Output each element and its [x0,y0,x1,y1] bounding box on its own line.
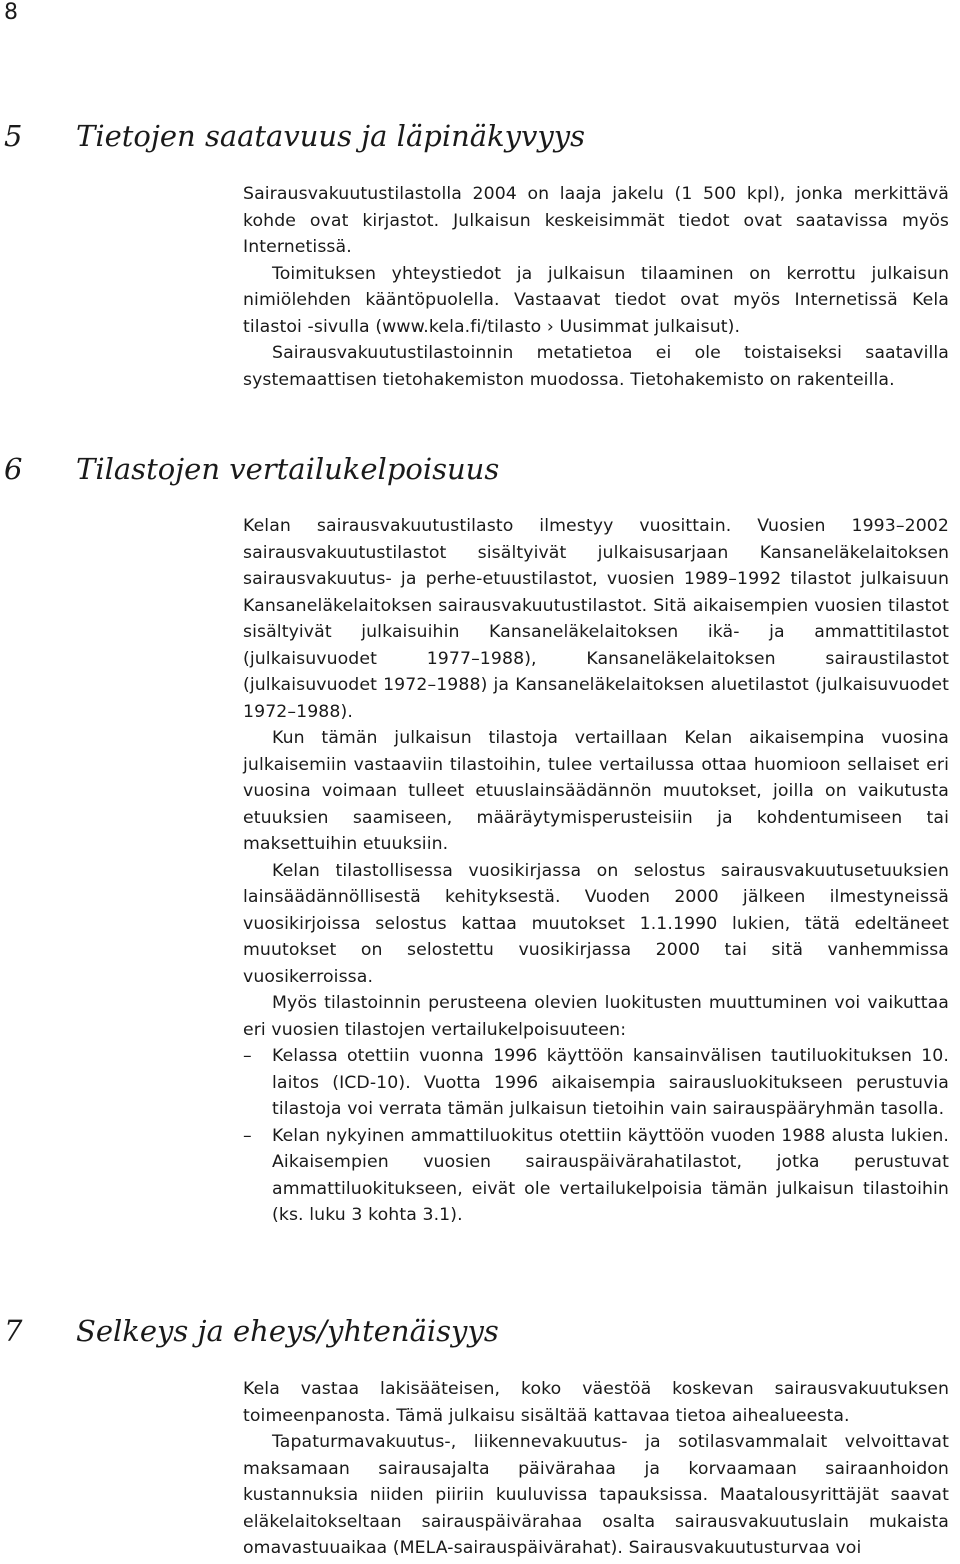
section-7-heading [4,1314,499,1348]
section-number: 5 [4,119,23,153]
paragraph: Sairausvakuutustilastoinnin metatietoa ei ole toistaiseksi saatavilla systemaattisen tietohakemiston muodossa. Tietohakemisto on rakenteilla. [243,343,949,390]
dash-bullet: – [243,1046,252,1066]
list-item [243,1123,949,1229]
section-7-body [243,1376,949,1562]
list-item-text: Kelassa otettiin vuonna 1996 käyttöön kansainvälisen tautiluokituksen 10. laitos (ICD-10). Vuotta 1996 aikaisempia sairausluokitukseen perustuvia tilastoja voi verrata tämän julkaisun tietoihin vain sairauspääryhmän tasolla. [272,1046,949,1119]
paragraph: Kelan sairausvakuutustilasto ilmestyy vuosittain. Vuosien 1993–2002 sairausvakuutustilastot sisältyivät julkaisusarjaan Kansaneläkelaitoksen sairausvakuutus- ja perhe-etuustilastot, vuosien 1989–1992 tilastot julkaisuun Kansaneläkelaitoksen sairausvakuutustilastot. Sitä aikaisempien vuosien tilastot sisältyivät julkaisuihin Kansaneläkelaitoksen ikä- ja ammattitilastot (julkaisuvuodet 1977–1988), Kansaneläkelaitoksen sairaustilastot (julkaisuvuodet 1972–1988) ja Kansaneläkelaitoksen aluetilastot (julkaisuvuodet 1972–1988). [243,516,949,722]
section-title: Selkeys ja eheys/yhtenäisyys [76,1314,499,1348]
paragraph: Kun tämän julkaisun tilastoja vertaillaan Kelan aikaisempina vuosina julkaisemiin vastaaviin tilastoihin, tulee vertailussa ottaa huomioon sellaiset eri vuosina voimaan tulleet etuuslainsäädännön muutokset, joilla on vaikutusta etuuksien saamiseen, määräytymisperusteisiin ja kohdentumiseen tai maksettuihin etuuksiin. [243,728,949,854]
list-item [243,1043,949,1123]
paragraph: Kela vastaa lakisääteisen, koko väestöä koskevan sairausvakuutuksen toimeenpanosta. Tämä julkaisu sisältää kattavaa tietoa aihealueesta. [243,1379,949,1426]
section-6-body [243,513,949,1229]
section-number: 6 [4,452,23,486]
paragraph: Sairausvakuutustilastolla 2004 on laaja jakelu (1 500 kpl), jonka merkittävä kohde ovat kirjastot. Julkaisun keskeisimmät tiedot ovat saatavissa myös Internetissä. [243,184,949,257]
paragraph: Kelan tilastollisessa vuosikirjassa on selostus sairausvakuutusetuuksien lainsäädännöllisestä kehityksestä. Vuoden 2000 jälkeen ilmestyneissä vuosikirjoissa selostus kattaa muutokset 1.1.1990 lukien, tätä edeltäneet muutokset on selostettu vuosikirjassa 2000 tai sitä vanhemmissa vuosikerroissa. [243,860,949,987]
section-title: Tilastojen vertailukelpoisuus [76,452,500,486]
paragraph: Toimituksen yhteystiedot ja julkaisun tilaaminen on kerrottu julkaisun nimiölehden kääntöpuolella. Vastaavat tiedot ovat myös Internetissä Kela tilastoi -sivulla (www.kela.fi/tilasto › Uusimmat julkaisut). [243,263,949,337]
section-5-body [243,181,949,393]
section-6-heading [4,452,499,486]
dash-bullet: – [243,1125,252,1146]
list-item-text: Kelan nykyinen ammattiluokitus otettiin käyttöön vuoden 1988 alusta lukien. Aikaisempien vuosien sairauspäivärahatilastot, jotka perustuvat ammattiluokitukseen, eivät ole vertailukelpoisia tämän julkaisun tilastoihin (ks. luku 3 kohta 3.1). [272,1125,949,1225]
page-number: 8 [4,0,18,25]
paragraph: Myös tilastoinnin perusteena olevien luokitusten muuttuminen voi vaikuttaa eri vuosien tilastojen vertailukelpoisuuteen: [243,993,949,1040]
section-title: Tietojen saatavuus ja läpinäkyvyys [76,119,586,153]
section-number: 7 [4,1314,23,1348]
paragraph: Tapaturmavakuutus-, liikennevakuutus- ja sotilasvammalait velvoittavat maksamaan sairausajalta päivärahaa ja korvaamaan sairaanhoidon kustannuksia niiden piiriin kuuluvissa tapauksissa. Maatalousyrittäjät saavat eläkelaitokseltaan sairauspäivärahaa osalta sairausvakuutuslain mukaista omavastuuaikaa (MELA-sairauspäivärahat). Sairausvakuutusturvaa voi [243,1432,949,1558]
comparability-list [243,1043,949,1229]
section-5-heading [4,119,585,153]
